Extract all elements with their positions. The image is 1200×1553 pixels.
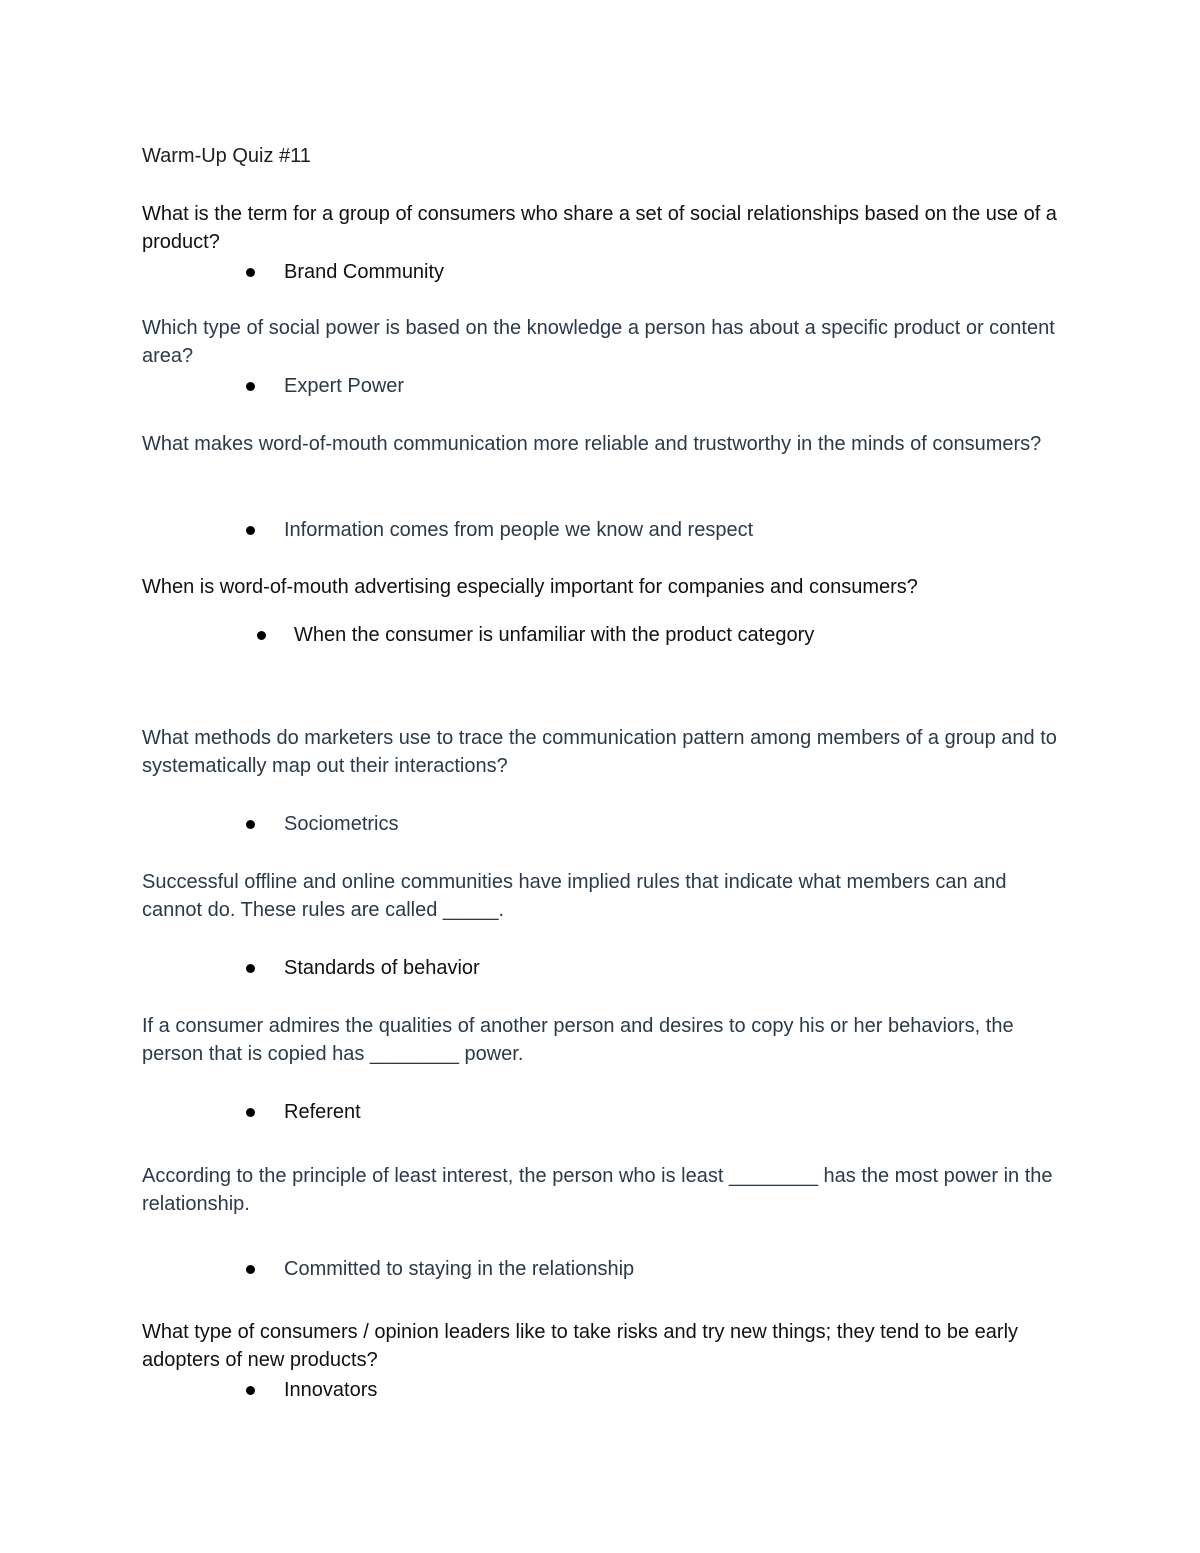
answer-6: Standards of behavior (284, 957, 480, 979)
answer-4: When the consumer is unfamiliar with the product category (294, 624, 815, 646)
question-5: What methods do marketers use to trace the communication pattern among members of a group and to systematically map out their interactions? (142, 727, 1063, 777)
question-4: When is word-of-mouth advertising especially important for companies and consumers? (142, 576, 918, 598)
question-1: What is the term for a group of consumers who share a set of social relationships based on the use of a product? (142, 203, 1063, 253)
bullet-icon (246, 526, 255, 535)
answer-2: Expert Power (284, 375, 405, 397)
question-2: Which type of social power is based on the knowledge a person has about a specific product or content area? (142, 317, 1061, 367)
bullet-icon (246, 1265, 255, 1274)
answer-5: Sociometrics (284, 813, 399, 835)
answer-7: Referent (284, 1101, 361, 1123)
bullet-icon (246, 268, 255, 277)
answer-9: Innovators (284, 1379, 378, 1401)
question-8: According to the principle of least interest, the person who is least ________ has the most power in the relationship. (142, 1165, 1059, 1215)
question-3: What makes word-of-mouth communication more reliable and trustworthy in the minds of consumers? (142, 433, 1042, 455)
bullet-icon (246, 382, 255, 391)
bullet-icon (246, 1108, 255, 1117)
answer-1: Brand Community (284, 261, 445, 283)
bullet-icon (246, 1386, 255, 1395)
bullet-icon (257, 631, 266, 640)
question-9: What type of consumers / opinion leaders like to take risks and try new things; they tend to be early adopters of new products? (142, 1321, 1024, 1371)
bullet-icon (246, 820, 255, 829)
answer-8: Committed to staying in the relationship (284, 1258, 635, 1280)
page-title: Warm-Up Quiz #11 (142, 145, 311, 167)
bullet-icon (246, 964, 255, 973)
question-6: Successful offline and online communities have implied rules that indicate what members can and cannot do. These rules are called _____. (142, 871, 1013, 921)
answer-3: Information comes from people we know and respect (284, 519, 754, 541)
question-7: If a consumer admires the qualities of another person and desires to copy his or her behaviors, the person that is copied has ________ power. (142, 1015, 1020, 1065)
